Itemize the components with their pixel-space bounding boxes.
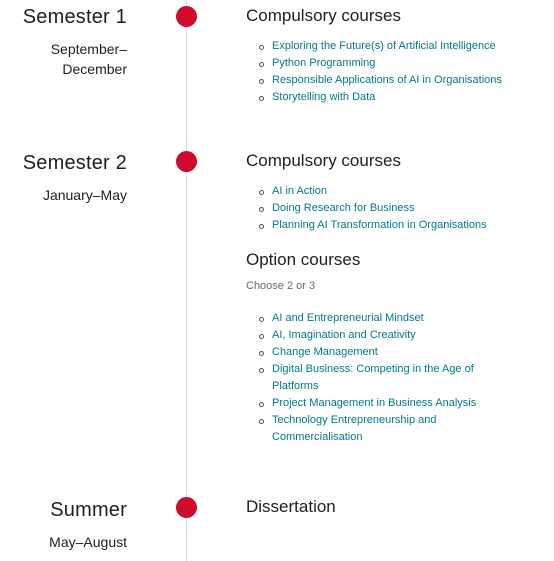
course-list bbox=[246, 183, 546, 234]
course-link[interactable]: Storytelling with Data bbox=[246, 89, 546, 106]
summer-content bbox=[246, 497, 546, 517]
timeline-line bbox=[186, 0, 187, 561]
course-link[interactable]: Planning AI Transformation in Organisations bbox=[246, 217, 546, 234]
course-link[interactable]: Technology Entrepreneurship and Commercialisation bbox=[246, 412, 472, 446]
section-heading: Option courses bbox=[246, 250, 361, 269]
timeline-dot bbox=[176, 497, 197, 518]
semester-1-info bbox=[23, 6, 127, 79]
section-heading: Compulsory courses bbox=[246, 151, 401, 170]
semester-2-courses bbox=[246, 151, 546, 446]
course-list bbox=[246, 310, 546, 446]
summer-info bbox=[49, 499, 127, 552]
semester-title: Summer bbox=[50, 499, 127, 521]
course-link[interactable]: Change Management bbox=[246, 344, 546, 361]
semester-dates: May–August bbox=[49, 534, 127, 550]
timeline-dot bbox=[176, 6, 197, 27]
course-link[interactable]: Exploring the Future(s) of Artificial Intelligence bbox=[246, 38, 546, 55]
course-link[interactable]: Digital Business: Competing in the Age of Platforms bbox=[246, 361, 502, 395]
course-link[interactable]: Python Programming bbox=[246, 55, 546, 72]
course-link[interactable]: AI, Imagination and Creativity bbox=[246, 327, 546, 344]
section-heading: Compulsory courses bbox=[246, 6, 401, 25]
option-note: Choose 2 or 3 bbox=[246, 280, 316, 292]
semester-title: Semester 1 bbox=[22, 6, 127, 28]
course-link[interactable]: Project Management in Business Analysis bbox=[246, 395, 546, 412]
section-heading: Dissertation bbox=[246, 497, 336, 516]
course-link[interactable]: Doing Research for Business bbox=[246, 200, 546, 217]
timeline-dot bbox=[176, 151, 197, 172]
semester-1-courses bbox=[246, 6, 546, 106]
semester-dates: January–May bbox=[42, 187, 127, 203]
semester-dates: September– December bbox=[50, 41, 127, 77]
course-list bbox=[246, 38, 546, 106]
course-link[interactable]: Responsible Applications of AI in Organisations bbox=[246, 72, 546, 89]
semester-title: Semester 2 bbox=[22, 152, 127, 174]
course-link[interactable]: AI in Action bbox=[246, 183, 546, 200]
semester-2-info bbox=[23, 152, 127, 205]
course-link[interactable]: AI and Entrepreneurial Mindset bbox=[246, 310, 546, 327]
